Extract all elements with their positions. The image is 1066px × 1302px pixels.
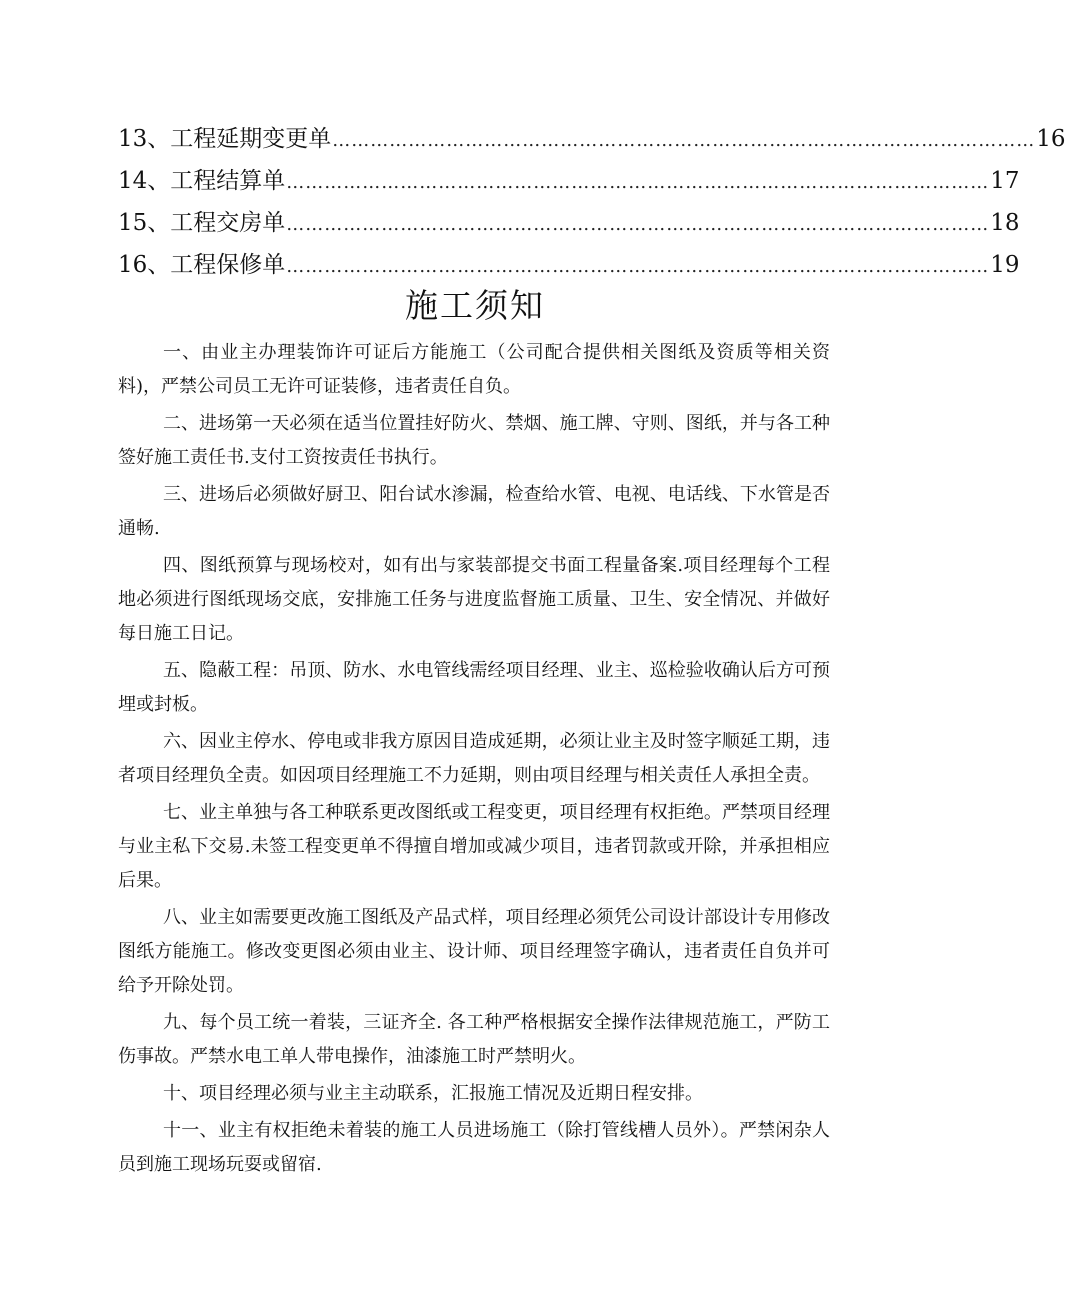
notice-paragraph: 七、业主单独与各工种联系更改图纸或工程变更，项目经理有权拒绝。严禁项目经理与业主私下交易.未签工程变更单不得擅自增加或减少项目，违者罚款或开除，并承担相应后果。 <box>118 802 830 891</box>
notice-paragraph: 八、业主如需要更改施工图纸及产品式样，项目经理必须凭公司设计部设计专用修改图纸方能施工。修改变更图必须由业主、设计师、项目经理签字确认，违者责任自负并可给予开除处罚。 <box>118 907 830 996</box>
toc-entry <box>118 202 1020 244</box>
toc-entry-page: 16 <box>1036 126 1066 152</box>
toc-entry <box>118 160 1020 202</box>
toc-entry-label: 14、工程结算单 <box>118 168 286 194</box>
notice-paragraph: 九、每个员工统一着装，三证齐全. 各工种严格根据安全操作法律规范施工，严防工伤事故。严禁水电工单人带电操作，油漆施工时严禁明火。 <box>118 1012 830 1067</box>
toc-entry-label: 16、工程保修单 <box>118 252 286 278</box>
toc-entry-page: 17 <box>990 168 1020 194</box>
notice-paragraph: 六、因业主停水、停电或非我方原因目造成延期，必须让业主及时签字顺延工期，违者项目经理负全责。如因项目经理施工不力延期，则由项目经理与相关责任人承担全责。 <box>118 731 830 786</box>
table-of-contents <box>118 118 1066 286</box>
notice-title: 施工须知 <box>405 286 545 325</box>
toc-entry-page: 19 <box>990 252 1020 278</box>
toc-leader-dots: ………………………………………………………………………………………………… <box>286 214 990 235</box>
toc-entry-label: 13、工程延期变更单 <box>118 126 332 152</box>
notice-paragraph: 四、图纸预算与现场校对，如有出与家装部提交书面工程量备案.项目经理每个工程地必须进行图纸现场交底，安排施工任务与进度监督施工质量、卫生、安全情况、并做好每日施工日记。 <box>118 555 830 644</box>
notice-paragraph: 十、项目经理必须与业主主动联系，汇报施工情况及近期日程安排。 <box>163 1083 703 1104</box>
toc-entry-page: 18 <box>990 210 1020 236</box>
toc-leader-dots: ………………………………………………………………………………………………… <box>332 130 1036 151</box>
notice-paragraph: 十一、业主有权拒绝未着装的施工人员进场施工（除打管线槽人员外）。严禁闲杂人员到施工现场玩耍或留宿. <box>118 1120 830 1175</box>
toc-entry <box>118 244 1020 286</box>
toc-leader-dots: ………………………………………………………………………………………………… <box>286 172 990 193</box>
notice-paragraph: 二、进场第一天必须在适当位置挂好防火、禁烟、施工牌、守则、图纸，并与各工种签好施工责任书.支付工资按责任书执行。 <box>118 413 830 468</box>
notice-body <box>118 336 830 1182</box>
notice-paragraph: 三、进场后必须做好厨卫、阳台试水渗漏，检查给水管、电视、电话线、下水管是否通畅. <box>118 484 830 539</box>
toc-entry <box>118 118 1066 160</box>
toc-leader-dots: ………………………………………………………………………………………………… <box>286 256 990 277</box>
toc-entry-label: 15、工程交房单 <box>118 210 286 236</box>
notice-paragraph: 一、由业主办理装饰许可证后方能施工（公司配合提供相关图纸及资质等相关资料)，严禁公司员工无许可证装修，违者责任自负。 <box>118 342 830 397</box>
notice-paragraph: 五、隐蔽工程：吊顶、防水、水电管线需经项目经理、业主、巡检验收确认后方可预埋或封板。 <box>118 660 830 715</box>
